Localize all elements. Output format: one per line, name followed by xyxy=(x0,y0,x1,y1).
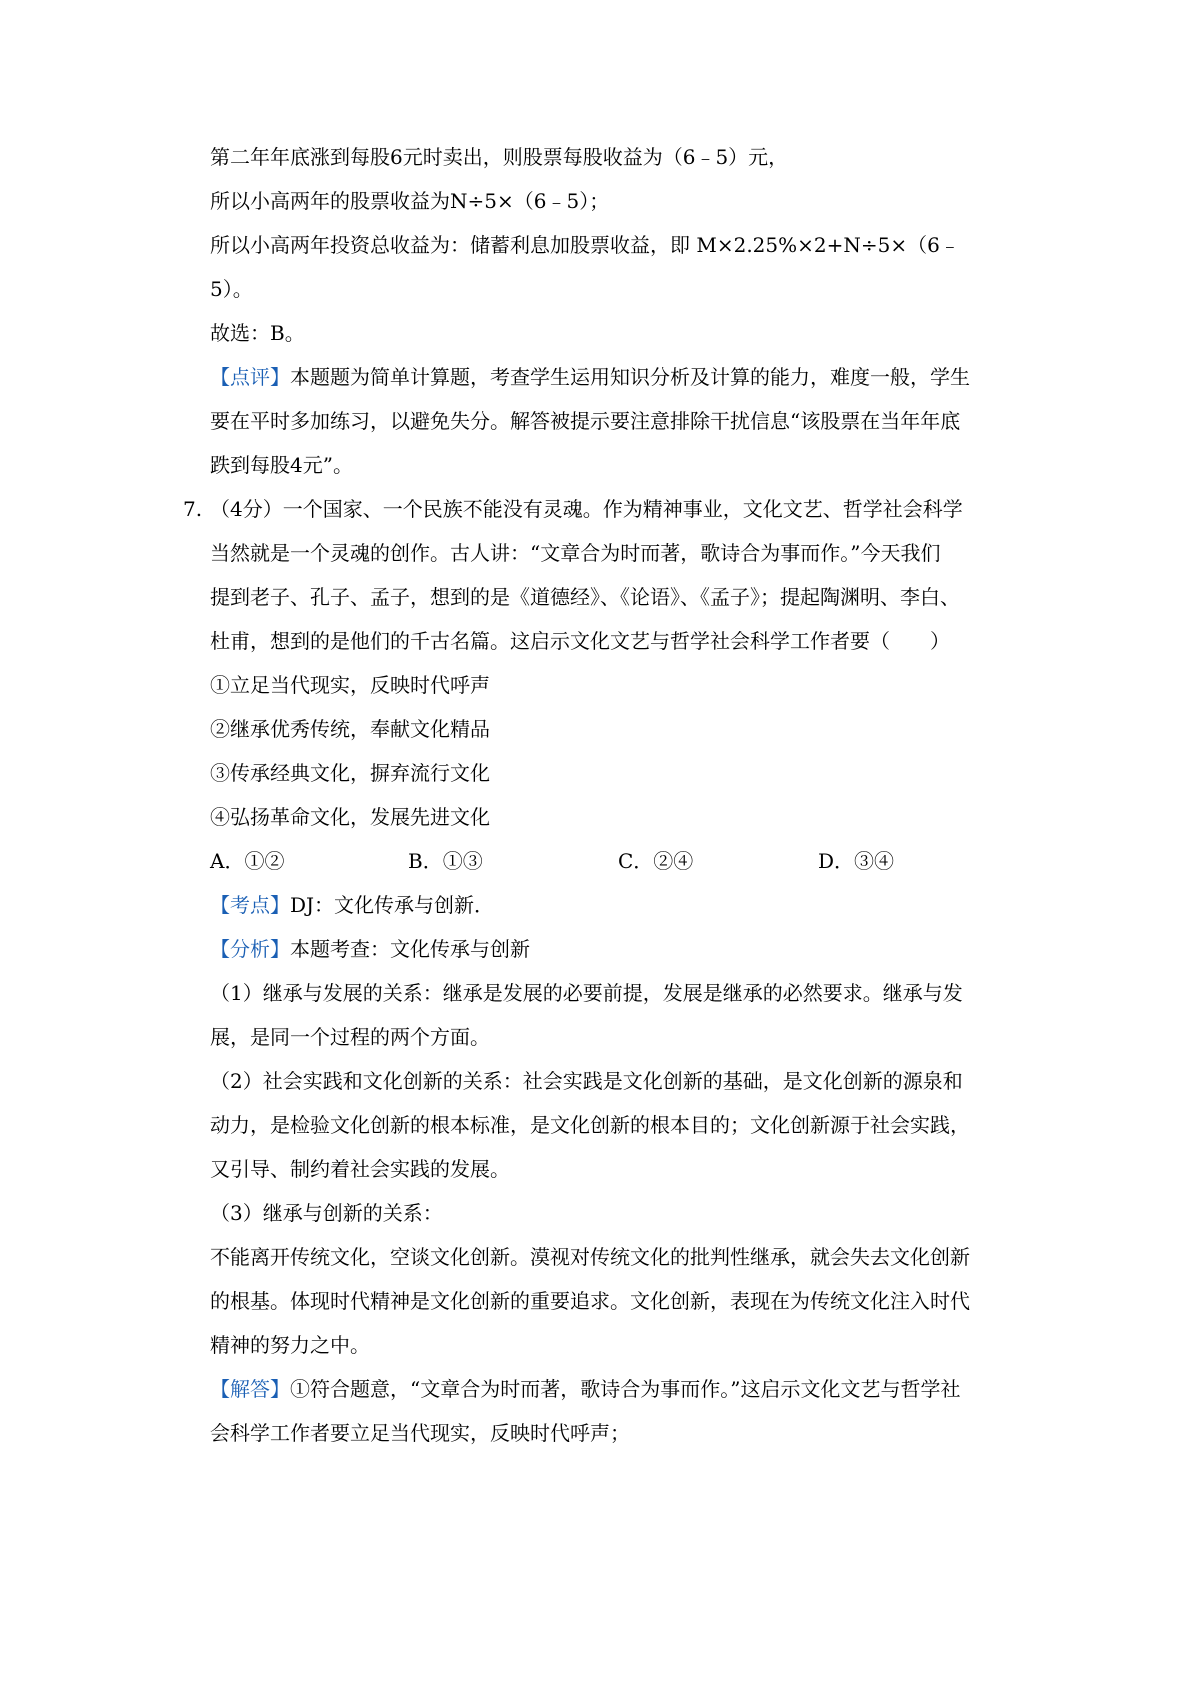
analysis-3-line-1: （3）继承与创新的关系： xyxy=(210,1201,443,1225)
analysis-2-line-2: 动力，是检验文化创新的根本标准，是文化创新的根本目的；文化创新源于社会实践， xyxy=(210,1113,970,1137)
fenxi-text: 本题考查：文化传承与创新 xyxy=(290,937,530,961)
analysis-2-line-3: 又引导、制约着社会实践的发展。 xyxy=(210,1157,510,1181)
item-3: ③传承经典文化，摒弃流行文化 xyxy=(210,761,490,785)
fenxi-line xyxy=(210,935,530,963)
stem-line-2: 当然就是一个灵魂的创作。古人讲：“文章合为时而著，歌诗合为事而作。”今天我们 xyxy=(210,541,941,565)
jieda-tag: 【解答】 xyxy=(210,1377,290,1401)
kaodian-line xyxy=(210,891,494,919)
fenxi-tag: 【分析】 xyxy=(210,937,290,961)
comment-line-1 xyxy=(210,363,970,391)
kaodian-text: DJ：文化传承与创新． xyxy=(290,893,495,917)
analysis-1-line-2: 展，是同一个过程的两个方面。 xyxy=(210,1025,490,1049)
analysis-3-line-4: 精神的努力之中。 xyxy=(210,1333,370,1357)
item-2: ②继承优秀传统，奉献文化精品 xyxy=(210,717,490,741)
prev-line-1: 第二年年底涨到每股6元时卖出，则股票每股收益为（6﹣5）元， xyxy=(210,145,789,169)
comment-tag: 【点评】 xyxy=(210,365,290,389)
jieda-line-2: 会科学工作者要立足当代现实，反映时代呼声； xyxy=(210,1421,630,1445)
analysis-1-line-1: （1）继承与发展的关系：继承是发展的必要前提，发展是继承的必然要求。继承与发 xyxy=(210,981,963,1005)
stem-line-4: 杜甫，想到的是他们的千古名篇。这启示文化文艺与哲学社会科学工作者要（ ） xyxy=(210,629,950,653)
kaodian-tag: 【考点】 xyxy=(210,893,290,917)
prev-line-3: 所以小高两年投资总收益为：储蓄利息加股票收益，即 M×2.25%×2+N÷5×（6﹣ xyxy=(210,233,960,257)
option-a: A．①② xyxy=(210,849,285,873)
item-1: ①立足当代现实，反映时代呼声 xyxy=(210,673,490,697)
prev-line-2: 所以小高两年的股票收益为N÷5×（6﹣5）； xyxy=(210,189,610,213)
jieda-text-1: ①符合题意，“文章合为时而著，歌诗合为事而作。”这启示文化文艺与哲学社 xyxy=(290,1377,961,1401)
option-c: C．②④ xyxy=(618,849,694,873)
comment-line-3: 跌到每股4元”。 xyxy=(210,453,353,477)
stem-line-1: （4分）一个国家、一个民族不能没有灵魂。作为精神事业，文化文艺、哲学社会科学 xyxy=(210,497,963,521)
prev-line-4: 5）。 xyxy=(210,277,253,301)
prev-answer: 故选：B。 xyxy=(210,321,305,345)
stem-line-3: 提到老子、孔子、孟子，想到的是《道德经》、《论语》、《孟子》；提起陶渊明、李白、 xyxy=(210,585,960,609)
analysis-3-line-3: 的根基。体现时代精神是文化创新的重要追求。文化创新，表现在为传统文化注入时代 xyxy=(210,1289,970,1313)
comment-text-1: 本题题为简单计算题，考查学生运用知识分析及计算的能力，难度一般，学生 xyxy=(290,365,970,389)
item-4: ④弘扬革命文化，发展先进文化 xyxy=(210,805,490,829)
analysis-2-line-1: （2）社会实践和文化创新的关系：社会实践是文化创新的基础，是文化创新的源泉和 xyxy=(210,1069,963,1093)
analysis-3-line-2: 不能离开传统文化，空谈文化创新。漠视对传统文化的批判性继承，就会失去文化创新 xyxy=(210,1245,970,1269)
option-b: B．①③ xyxy=(408,849,483,873)
jieda-line-1 xyxy=(210,1375,960,1403)
option-d: D．③④ xyxy=(818,849,895,873)
comment-line-2: 要在平时多加练习，以避免失分。解答被提示要注意排除干扰信息“该股票在当年年底 xyxy=(210,409,961,433)
question-number: 7. xyxy=(183,497,203,521)
